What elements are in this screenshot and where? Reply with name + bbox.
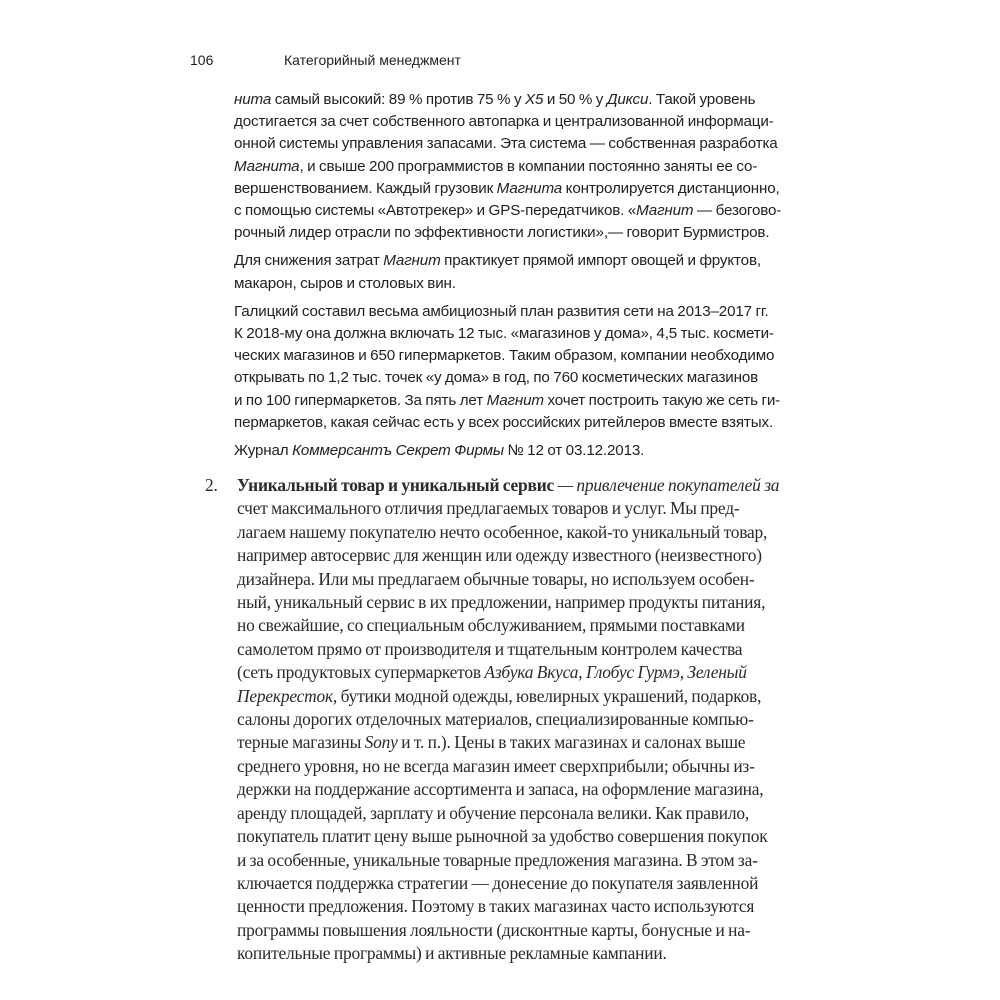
text-segment: с помощью системы «Автотрекер» и GPS-передатчиков. «	[234, 202, 637, 220]
source-issue: № 12 от 03.12.2013.	[503, 442, 645, 460]
text-line	[237, 661, 845, 684]
text-segment: но свежайшие, со специальным обслуживанием, прямыми поставками	[237, 615, 745, 636]
case-study-sidebar	[234, 89, 834, 462]
text-line	[234, 89, 834, 111]
italic-name: Азбука Вкуса	[484, 662, 579, 683]
list-item-term: Уникальный товар и уникальный сервис	[237, 475, 555, 495]
text-line	[237, 591, 845, 614]
italic-name: Магнит	[383, 252, 441, 270]
sidebar-paragraph-import	[234, 250, 834, 294]
text-line	[237, 942, 845, 965]
text-segment: среднего уровня, но не всегда магазин имеет сверхприбыли; обычны из-	[237, 755, 755, 776]
italic-name: Магнит	[486, 391, 544, 409]
italic-name: Дикси	[606, 91, 649, 108]
running-head	[190, 51, 830, 69]
italic-name: X5	[524, 91, 544, 108]
page-number: 106	[190, 52, 214, 68]
text-segment: ный, уникальный сервис в их предложении, например продукты питания,	[237, 592, 766, 613]
text-line	[234, 273, 834, 295]
text-line	[234, 345, 834, 367]
sidebar-paragraph-plan	[234, 301, 834, 434]
text-line	[237, 872, 845, 895]
text-segment: , и свыше 200 программистов в компании постоянно заняты ее со-	[299, 157, 758, 175]
text-segment: и за особенные, уникальные товарные предложения магазина. В этом за-	[237, 849, 758, 870]
text-segment: копительные программы) и активные рекламные кампании.	[237, 943, 667, 964]
text-segment: хочет построить такую же сеть ги-	[543, 391, 781, 409]
text-line	[237, 544, 845, 567]
text-line	[234, 412, 834, 434]
text-line	[237, 614, 845, 637]
text-line	[237, 708, 845, 731]
italic-name: Магнит	[636, 202, 694, 220]
source-publication: Коммерсантъ Секрет Фирмы	[292, 442, 504, 460]
italic-name: нита	[234, 91, 272, 108]
text-segment: ческих магазинов и 650 гипермаркетов. Таким образом, компании необходимо	[234, 347, 775, 365]
list-item-number: 2.	[205, 475, 218, 495]
text-segment: лагаем нашему покупателю нечто особенное, какой-то уникальный товар,	[237, 521, 768, 542]
text-segment: ,	[578, 662, 586, 683]
text-line	[237, 521, 845, 544]
text-line	[234, 390, 834, 412]
text-segment: онной системы управления запасами. Эта система — собственная разработка	[234, 135, 778, 153]
text-segment: достигается за счет собственного автопарка и централизованной информаци-	[234, 113, 774, 131]
text-segment: . Такой уровень	[648, 91, 756, 108]
text-line	[234, 323, 834, 345]
text-line	[237, 731, 845, 754]
text-segment: контролируется дистанционно,	[562, 179, 780, 197]
chapter-title: Категорийный менеджмент	[284, 52, 461, 68]
text-segment: ценности предложения. Поэтому в таких магазинах часто используются	[237, 896, 755, 917]
text-line	[237, 825, 845, 848]
text-segment: макарон, сыров и столовых вин.	[234, 274, 456, 292]
text-segment: , бутики модной одежды, ювелирных украшений, подарков,	[332, 685, 762, 706]
text-line	[237, 755, 845, 778]
text-segment: (сеть продуктовых супермаркетов	[237, 662, 485, 683]
text-segment: К 2018-му она должна включать 12 тыс. «магазинов у дома», 4,5 тыс. космети-	[234, 325, 774, 343]
text-line	[234, 111, 834, 133]
text-segment: счет максимального отличия предлагаемых товаров и услуг. Мы пред-	[237, 498, 740, 519]
text-line	[237, 849, 845, 872]
text-segment: Для снижения затрат	[234, 252, 384, 270]
italic-name: Магнита	[234, 157, 300, 175]
main-list-item-2	[205, 474, 845, 966]
text-segment: держки на поддержание ассортимента и запаса, на оформление магазина,	[237, 779, 764, 800]
text-line	[237, 895, 845, 918]
text-segment: и по 100 гипермаркетов. За пять лет	[234, 391, 487, 409]
text-segment: например автосервис для женщин или одежду известного (неизвестного)	[237, 545, 762, 566]
text-segment: ключается поддержка стратегии — донесение до покупателя заявленной	[237, 872, 759, 893]
text-line	[237, 802, 845, 825]
text-segment: Галицкий составил весьма амбициозный план развития сети на 2013–2017 гг.	[234, 302, 769, 320]
italic-name: Магнита	[496, 179, 563, 197]
text-segment: аренду площадей, зарплату и обучение персонала велики. Как правило,	[237, 802, 749, 823]
text-line	[234, 250, 834, 272]
sidebar-source	[234, 440, 834, 462]
text-segment: самолетом прямо от производителя и тщательным контролем качества	[237, 638, 743, 659]
text-segment: терные магазины	[237, 732, 365, 753]
text-line	[237, 778, 845, 801]
text-line	[234, 200, 834, 222]
text-line	[234, 301, 834, 323]
text-line	[234, 178, 834, 200]
text-segment: дизайнера. Или мы предлагаем обычные товары, но используем особен-	[237, 568, 755, 589]
italic-name: — привлечение покупателей за	[554, 475, 780, 495]
text-segment: открывать по 1,2 тыс. точек «у дома» в год, по 760 косметических магазинов	[234, 369, 759, 387]
text-line	[237, 919, 845, 942]
text-segment: и т. п.). Цены в таких магазинах и салонах выше	[397, 732, 746, 753]
text-line	[234, 222, 834, 244]
text-line	[234, 133, 834, 155]
text-line	[234, 367, 834, 389]
italic-name: Глобус Гурмэ	[585, 662, 680, 683]
list-item-body	[237, 474, 845, 966]
italic-name: Sony	[364, 732, 398, 753]
text-segment: вершенствованием. Каждый грузовик	[234, 179, 497, 197]
text-segment: практикует прямой импорт овощей и фруктов,	[440, 252, 761, 270]
text-segment: покупатель платит цену выше рыночной за удобство совершения покупок	[237, 826, 768, 847]
text-segment: пермаркетов, какая сейчас есть у всех российских ритейлеров вместе взятых.	[234, 413, 774, 431]
text-segment: программы повышения лояльности (дисконтные карты, бонусные и на-	[237, 919, 751, 940]
text-segment: салоны дорогих отделочных материалов, специализированные компью-	[237, 709, 754, 730]
text-segment: и 50 % у	[543, 91, 607, 108]
text-segment: рочный лидер отрасли по эффективности логистики»,— говорит Бурмистров.	[234, 224, 770, 242]
text-line	[237, 685, 845, 708]
text-line	[237, 568, 845, 591]
italic-name: Зеленый	[687, 662, 747, 683]
italic-name: Перекресток	[237, 685, 333, 706]
text-segment: — безогово-	[693, 202, 782, 220]
text-segment: ,	[679, 662, 688, 683]
text-line	[237, 497, 845, 520]
sidebar-paragraph-logistics	[234, 89, 834, 244]
text-line	[237, 474, 845, 497]
text-line	[234, 156, 834, 178]
source-prefix: Журнал	[234, 442, 293, 460]
text-segment: самый высокий: 89 % против 75 % у	[271, 91, 525, 108]
text-line	[237, 638, 845, 661]
